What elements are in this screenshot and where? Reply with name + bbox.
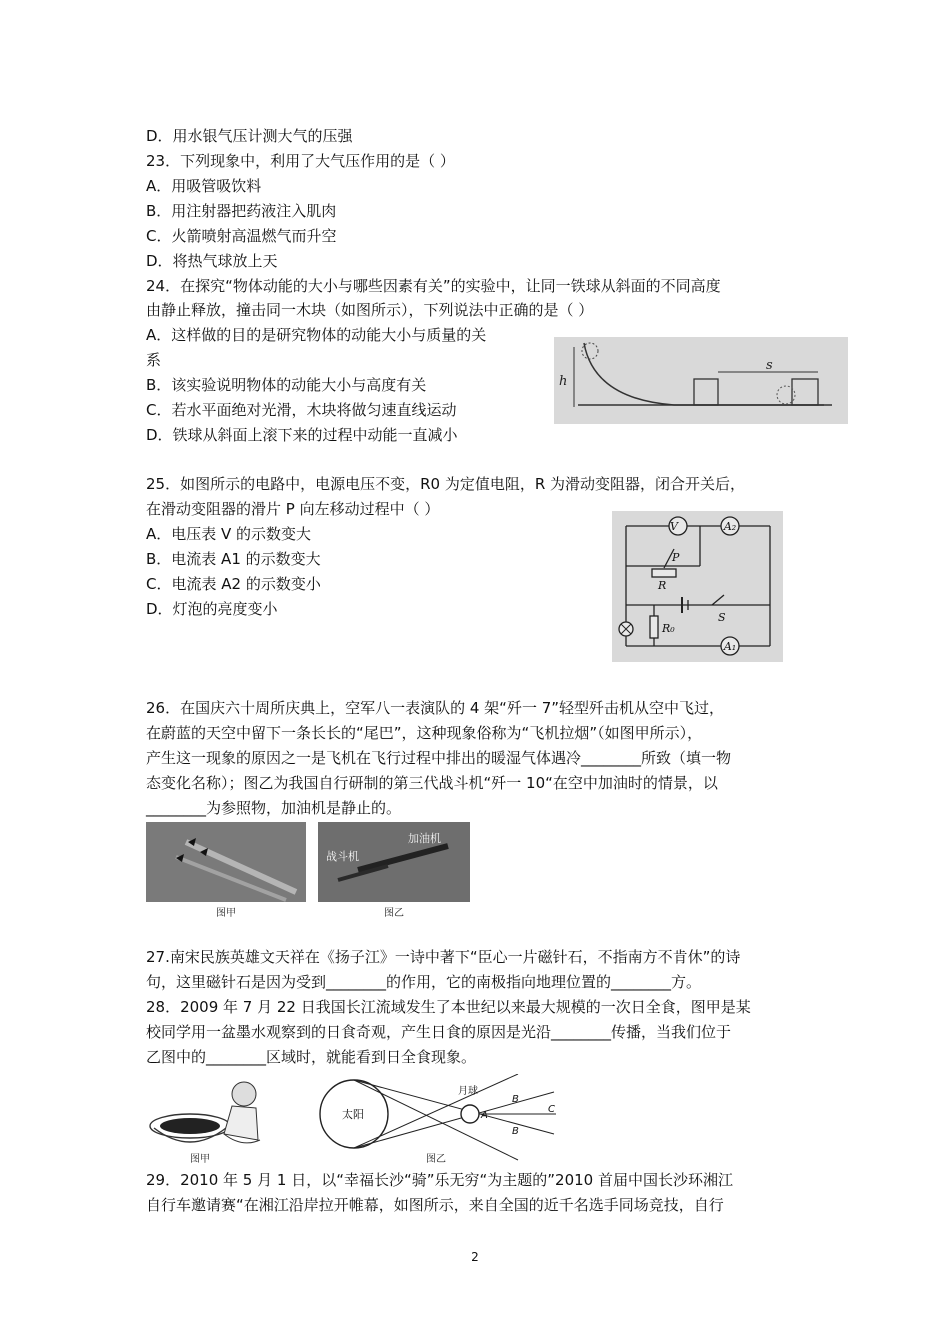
q24-stem-line1: 24．在探究“物体动能的大小与哪些因素有关”的实验中，让同一铁球从斜面的不同高度 — [146, 277, 721, 295]
q27-line1: 27.南宋民族英雄文天祥在《扬子江》一诗中著下“臣心一片磁针石，不指南方不肯休”的诗 — [146, 948, 741, 966]
q23-stem: 23．下列现象中，利用了大气压作用的是（ ） — [146, 152, 455, 170]
q25-option-b: B．电流表 A1 的示数变大 — [146, 550, 321, 568]
q28-label-c: C — [548, 1104, 555, 1115]
q24-ramp-figure — [554, 337, 848, 424]
q26-label-tanker: 加油机 — [408, 832, 441, 845]
q25-option-a: A．电压表 V 的示数变大 — [146, 525, 312, 543]
q25-voltmeter-label: V — [670, 520, 678, 533]
q25-ammeter-a1-label: A₁ — [723, 640, 737, 653]
q25-stem-line1: 25．如图所示的电路中，电源电压不变，R0 为定值电阻，R 为滑动变阻器，闭合开关后， — [146, 475, 746, 493]
q25-circuit-figure — [612, 511, 783, 662]
q25-ammeter-a2-label: A₂ — [723, 520, 737, 533]
q24-fig-s-label: s — [766, 358, 773, 373]
q25-slider-p-label: P — [672, 551, 680, 564]
q27-line2: 句，这里磁针石是因为受到________的作用，它的南极指向地理位置的________方。 — [146, 973, 702, 991]
q28-label-b2: B — [512, 1126, 519, 1137]
q22-option-d: D．用水银气压计测大气的压强 — [146, 127, 353, 145]
q26-photo-jia — [146, 822, 306, 920]
page-number: 2 — [471, 1250, 479, 1264]
q26-caption-yi: 图乙 — [384, 908, 404, 919]
q28-label-a: A — [481, 1110, 488, 1121]
q24-option-d: D．铁球从斜面上滚下来的过程中动能一直减小 — [146, 426, 458, 444]
q28-line3: 乙图中的________区域时，就能看到日全食现象。 — [146, 1048, 477, 1066]
q23-option-a: A．用吸管吸饮料 — [146, 177, 262, 195]
q24-stem-line2: 由静止释放，撞击同一木块（如图所示），下列说法中正确的是（ ） — [146, 301, 594, 319]
q28-label-b1: B — [512, 1094, 519, 1105]
q25-rheostat-r-label: R — [658, 579, 667, 592]
q29-line1: 29．2010 年 5 月 1 日，以“幸福长沙“骑”乐无穷“为主题的”2010 首届中国长沙环湘江 — [146, 1171, 733, 1189]
q28-figure-yi — [318, 1074, 560, 1166]
q26-line2: 在蔚蓝的天空中留下一条长长的“尾巴”，这种现象俗称为“飞机拉烟”（如图甲所示）， — [146, 724, 703, 742]
q24-fig-h-label: h — [559, 374, 568, 389]
q23-option-d: D．将热气球放上天 — [146, 252, 278, 270]
q25-r0-label: R₀ — [662, 622, 675, 635]
q28-label-moon: 月球 — [458, 1086, 478, 1097]
q29-line2: 自行车邀请赛“在湘江沿岸拉开帷幕，如图所示，来自全国的近千名选手同场竞技，自行 — [146, 1196, 724, 1214]
q24-option-a-cont: 系 — [146, 351, 162, 369]
q28-label-sun: 太阳 — [342, 1108, 364, 1121]
q24-option-a: A．这样做的目的是研究物体的动能大小与质量的关 — [146, 326, 487, 344]
q23-option-b: B．用注射器把药液注入肌肉 — [146, 202, 337, 220]
q26-photo-yi — [318, 822, 470, 920]
q26-caption-jia: 图甲 — [216, 908, 236, 919]
q28-caption-yi: 图乙 — [426, 1154, 446, 1165]
q26-label-fighter: 战斗机 — [326, 850, 359, 863]
q26-line5: ________为参照物，加油机是静止的。 — [146, 799, 402, 817]
q25-option-d: D．灯泡的亮度变小 — [146, 600, 278, 618]
q26-line3: 产生这一现象的原因之一是飞机在飞行过程中排出的暖湿气体遇冷________所致（填一物 — [146, 749, 732, 767]
q24-option-b: B．该实验说明物体的动能大小与高度有关 — [146, 376, 427, 394]
q26-line1: 26．在国庆六十周所庆典上，空军八一表演队的 4 架“歼一 7”轻型歼击机从空中飞过， — [146, 699, 725, 717]
q25-option-c: C．电流表 A2 的示数变小 — [146, 575, 321, 593]
q26-line4: 态变化名称）；图乙为我国自行研制的第三代战斗机“歼一 10“在空中加油时的情景，以 — [146, 774, 718, 792]
q25-switch-s-label: S — [718, 611, 726, 624]
q28-line2: 校同学用一盆墨水观察到的日食奇观，产生日食的原因是光沿________传播，当我们位于 — [146, 1023, 732, 1041]
q25-stem-line2: 在滑动变阻器的滑片 P 向左移动过程中（ ） — [146, 500, 440, 518]
q28-figure-jia — [146, 1074, 276, 1166]
q24-option-c: C．若水平面绝对光滑，木块将做匀速直线运动 — [146, 401, 457, 419]
q28-line1: 28．2009 年 7 月 22 日我国长江流域发生了本世纪以来最大规模的一次日全食，图甲是某 — [146, 998, 751, 1016]
q23-option-c: C．火箭喷射高温燃气而升空 — [146, 227, 337, 245]
q28-caption-jia: 图甲 — [190, 1154, 210, 1165]
